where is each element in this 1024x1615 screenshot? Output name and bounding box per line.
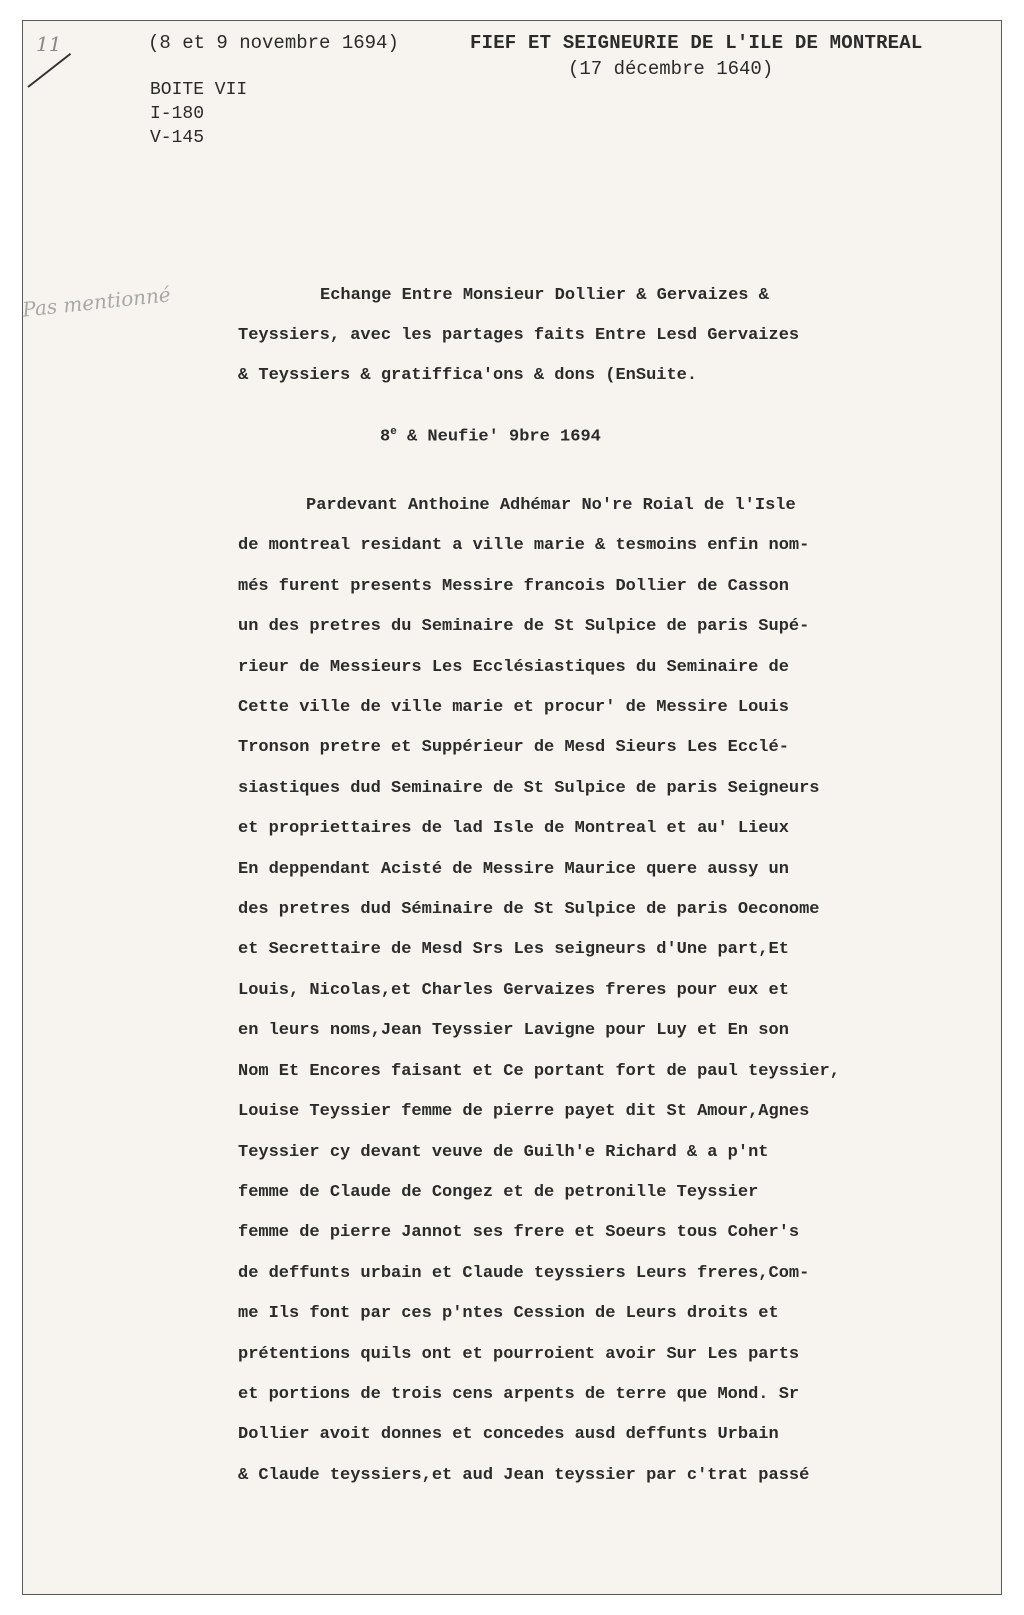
body-line: des pretres dud Séminaire de St Sulpice de paris Oeconome [238,900,820,920]
body-line: Pardevant Anthoine Adhémar No're Roial de l'Isle [306,496,796,515]
act-date-sup: e [390,426,397,438]
document-title: FIEF ET SEIGNEURIE DE L'ILE DE MONTREAL [470,32,923,54]
heading-line: Echange Entre Monsieur Dollier & Gervaizes & [320,286,769,305]
body-line: Teyssier cy devant veuve de Guilh'e Richard & a p'nt [238,1142,769,1162]
body-line: me Ils font par ces p'ntes Cession de Leurs droits et [238,1304,779,1324]
body-line: et Secrettaire de Mesd Srs Les seigneurs d'Une part,Et [238,940,789,960]
body-line: et propriettaires de lad Isle de Montreal et au' Lieux [238,819,789,839]
body-line: En deppendant Acisté de Messire Maurice quere aussy un [238,859,789,879]
body-line: prétentions quils ont et pourroient avoir Sur Les parts [238,1344,800,1364]
body-line: Tronson pretre et Suppérieur de Mesd Sieurs Les Ecclé- [238,738,789,758]
handwritten-note: Pas mentionné [21,282,172,322]
act-date [380,426,601,447]
page-number: 11 [36,32,62,56]
body-line: Louis, Nicolas,et Charles Gervaizes freres pour eux et [238,980,789,1000]
body-line: Dollier avoit donnes et concedes ausd deffunts Urbain [238,1425,779,1445]
body-line: un des pretres du Seminaire de St Sulpice de paris Supé- [238,617,810,637]
boite-label: BOITE VII [150,80,248,100]
boite-ref-1: I-180 [150,104,205,124]
body-line: siastiques dud Seminaire de St Sulpice de paris Seigneurs [238,778,820,798]
body-line: & Claude teyssiers,et aud Jean teyssier par c'trat passé [238,1465,810,1485]
body-line: femme de pierre Jannot ses frere et Soeurs tous Coher's [238,1223,800,1243]
body-line: més furent presents Messire francois Dollier de Casson [238,576,789,596]
title-date: (17 décembre 1640) [568,58,774,80]
heading-line: & Teyssiers & gratiffica'ons & dons (EnSuite. [238,366,698,385]
act-date-rest: & Neufie' 9bre 1694 [396,427,601,447]
body-line: femme de Claude de Congez et de petronille Teyssier [238,1182,759,1202]
body-line: Cette ville de ville marie et procur' de Messire Louis [238,698,789,718]
body-line: de deffunts urbain et Claude teyssiers Leurs freres,Com- [238,1263,810,1283]
act-date-day: 8 [380,427,391,447]
body-line: de montreal residant a ville marie & tesmoins enfin nom- [238,536,810,556]
body-line: Louise Teyssier femme de pierre payet dit St Amour,Agnes [238,1102,810,1122]
body-line: Nom Et Encores faisant et Ce portant fort de paul teyssier, [238,1061,840,1081]
body-line: rieur de Messieurs Les Ecclésiastiques du Seminaire de [238,657,789,677]
heading-line: Teyssiers, avec les partages faits Entre Lesd Gervaizes [238,326,800,345]
document-date: (8 et 9 novembre 1694) [148,32,399,54]
body-line: et portions de trois cens arpents de terre que Mond. Sr [238,1384,800,1404]
act-heading [238,276,928,396]
body-line: en leurs noms,Jean Teyssier Lavigne pour Luy et En son [238,1021,789,1041]
boite-ref-2: V-145 [150,128,205,148]
body-text [238,486,948,1496]
archive-reference [150,78,247,150]
